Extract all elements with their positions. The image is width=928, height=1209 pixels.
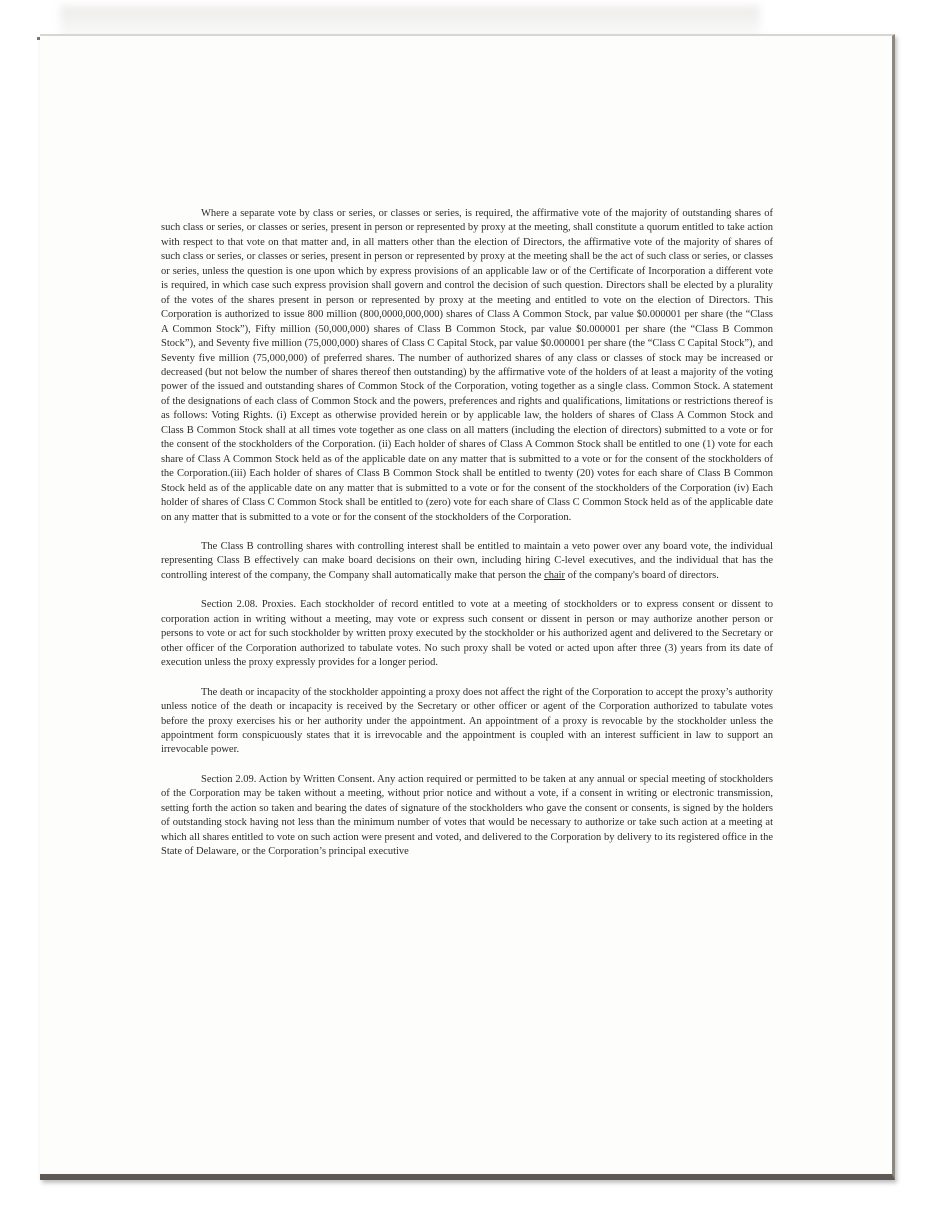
paragraph-class-b-veto — [161, 540, 773, 583]
paragraph-proxy-death-incapacity: The death or incapacity of the stockholder appointing a proxy does not affect the right of the Corporation to accept the proxy’s authority unless notice of the death or incapacity is received by the Secretary or other officer or agent of the Corporation authorized to tabulate votes before the proxy exercises his or her authority under the appointment. An appointment of a proxy is revocable by the stockholder unless the appointment form conspicuously states that it is irrevocable and the appointment is coupled with an interest sufficient in law to support an irrevocable power. — [161, 686, 773, 756]
paragraph-class-b-text-after: of the company's board of directors. — [565, 569, 719, 581]
paragraph-section-2-08-proxies: Section 2.08. Proxies. Each stockholder of record entitled to vote at a meeting of stockholders or to express consent or dissent to corporation action in writing without a meeting, may vote or express such consent or dissent in person or may authorize another person or persons to vote or act for such stockholder by written proxy executed by the stockholder or his authorized agent and delivered to the Secretary or other officer of the Corporation authorized to tabulate votes. No such proxy shall be voted or acted upon after three (3) years from its date of execution unless the proxy expressly provides for a longer period. — [161, 599, 773, 669]
paragraph-voting-and-shares: Where a separate vote by class or series, or classes or series, is required, the affirmative vote of the majority of outstanding shares of such class or series, or classes or series, present in person or represented by proxy at the meeting, shall constitute a quorum entitled to take action with respect to that vote on that matter and, in all matters other than the election of Directors, the affirmative vote of the majority of shares of such class or series, or classes or series, present in person or represented by proxy at the meeting shall be the act of such class or series, or classes or series, unless the question is one upon which by express provisions of an applicable law or of the Certificate of Incorporation a different vote is required, in which case such express provision shall govern and control the decision of such question. Directors shall be elected by a plurality of the votes of the shares present in person or represented by proxy at the meeting and entitled to vote on the election of Directors. This Corporation is authorized to issue 800 million (800,0000,000,000) shares of Class A Common Stock, par value $0.000001 per share (the “Class A Common Stock”), Fifty million (50,000,000) shares of Class B Common Stock, par value $0.000001 per share (the “Class B Common Stock”), and Seventy five million (75,000,000) shares of Class C Capital Stock, par value $0.000001 per share (the “Class C Capital Stock”), and Seventy five million (75,000,000) of preferred shares. The number of authorized shares of any class or classes of stock may be increased or decreased (but not below the number of shares thereof then outstanding) by the affirmative vote of the holders of at least a majority of the voting power of the issued and outstanding shares of Common Stock of the Corporation, voting together as a single class. Common Stock. A statement of the designations of each class of Common Stock and the powers, preferences and rights and qualifications, limitations or restrictions thereof is as follows: Voting Rights. (i) Except as otherwise provided herein or by applicable law, the holders of shares of Class A Common Stock and Class B Common Stock shall at all times vote together as one class on all matters (including the election of directors) submitted to a vote or for the consent of the stockholders of the Corporation. (ii) Each holder of shares of Class A Common Stock shall be entitled to one (1) vote for each share of Class A Common Stock held as of the applicable date on any matter that is submitted to a vote or for the consent of the stockholders of the Corporation.(iii) Each holder of shares of Class B Common Stock shall be entitled to twenty (20) votes for each share of Class B Common Stock held as of the applicable date on any matter that is submitted to a vote or for the consent of the stockholders of the Corporation (iv) Each holder of shares of Class C Common Stock shall be entitled to (zero) vote for each share of Class C Common Stock held as of the applicable date on any matter that is submitted to a vote or for the consent of the stockholders of the Corporation. — [161, 208, 773, 523]
paragraph-section-2-09-written-consent: Section 2.09. Action by Written Consent. Any action required or permitted to be taken at any annual or special meeting of stockholders of the Corporation may be taken without a meeting, without prior notice and without a vote, if a consent in writing or electronic transmission, setting forth the action so taken and bearing the dates of signature of the stockholders who gave the consent or consents, is signed by the holders of outstanding stock having not less than the minimum number of votes that would be necessary to authorize or take such action at a meeting at which all shares entitled to vote on such action were present and voted, and delivered to the Corporation by delivery to its registered office in the State of Delaware, or the Corporation’s principal executive — [161, 773, 773, 858]
document-body — [161, 207, 773, 875]
paragraph-class-b-text-before: The Class B controlling shares with controlling interest shall be entitled to maintain a veto power over any board vote, the individual representing Class B effectively can make board decisions on their own, including hiring C-level executives, and the individual that has the controlling interest of the company, the Company shall automatically make that person the — [161, 540, 773, 581]
underlined-word-chair: chair — [544, 569, 566, 581]
